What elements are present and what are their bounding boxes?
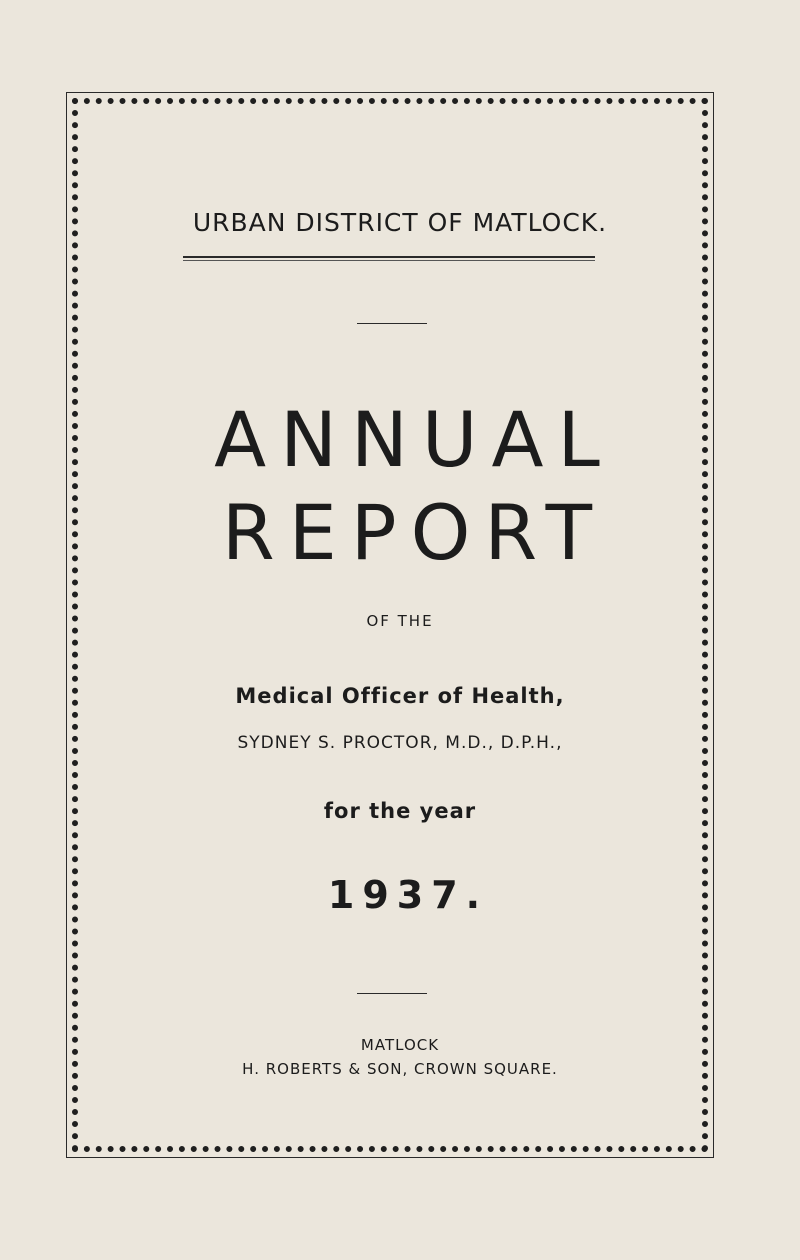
divider-bottom: [357, 993, 427, 994]
title-underline: [183, 256, 595, 258]
of-the-text: OF THE: [366, 612, 434, 630]
printer-imprint: H. ROBERTS & SON, CROWN SQUARE.: [242, 1060, 558, 1078]
author-name: SYDNEY S. PROCTOR, M.D., D.P.H.,: [237, 733, 563, 753]
title-underline-thin: [183, 260, 595, 261]
divider-top: [357, 323, 427, 324]
for-the-year-text: for the year: [323, 799, 477, 823]
publication-place: MATLOCK: [360, 1036, 440, 1054]
title-report: REPORT: [221, 488, 607, 577]
title-annual: ANNUAL: [214, 395, 614, 484]
district-title: URBAN DISTRICT OF MATLOCK.: [192, 208, 608, 237]
officer-title: Medical Officer of Health,: [235, 684, 565, 708]
report-year: 1937.: [327, 873, 489, 917]
